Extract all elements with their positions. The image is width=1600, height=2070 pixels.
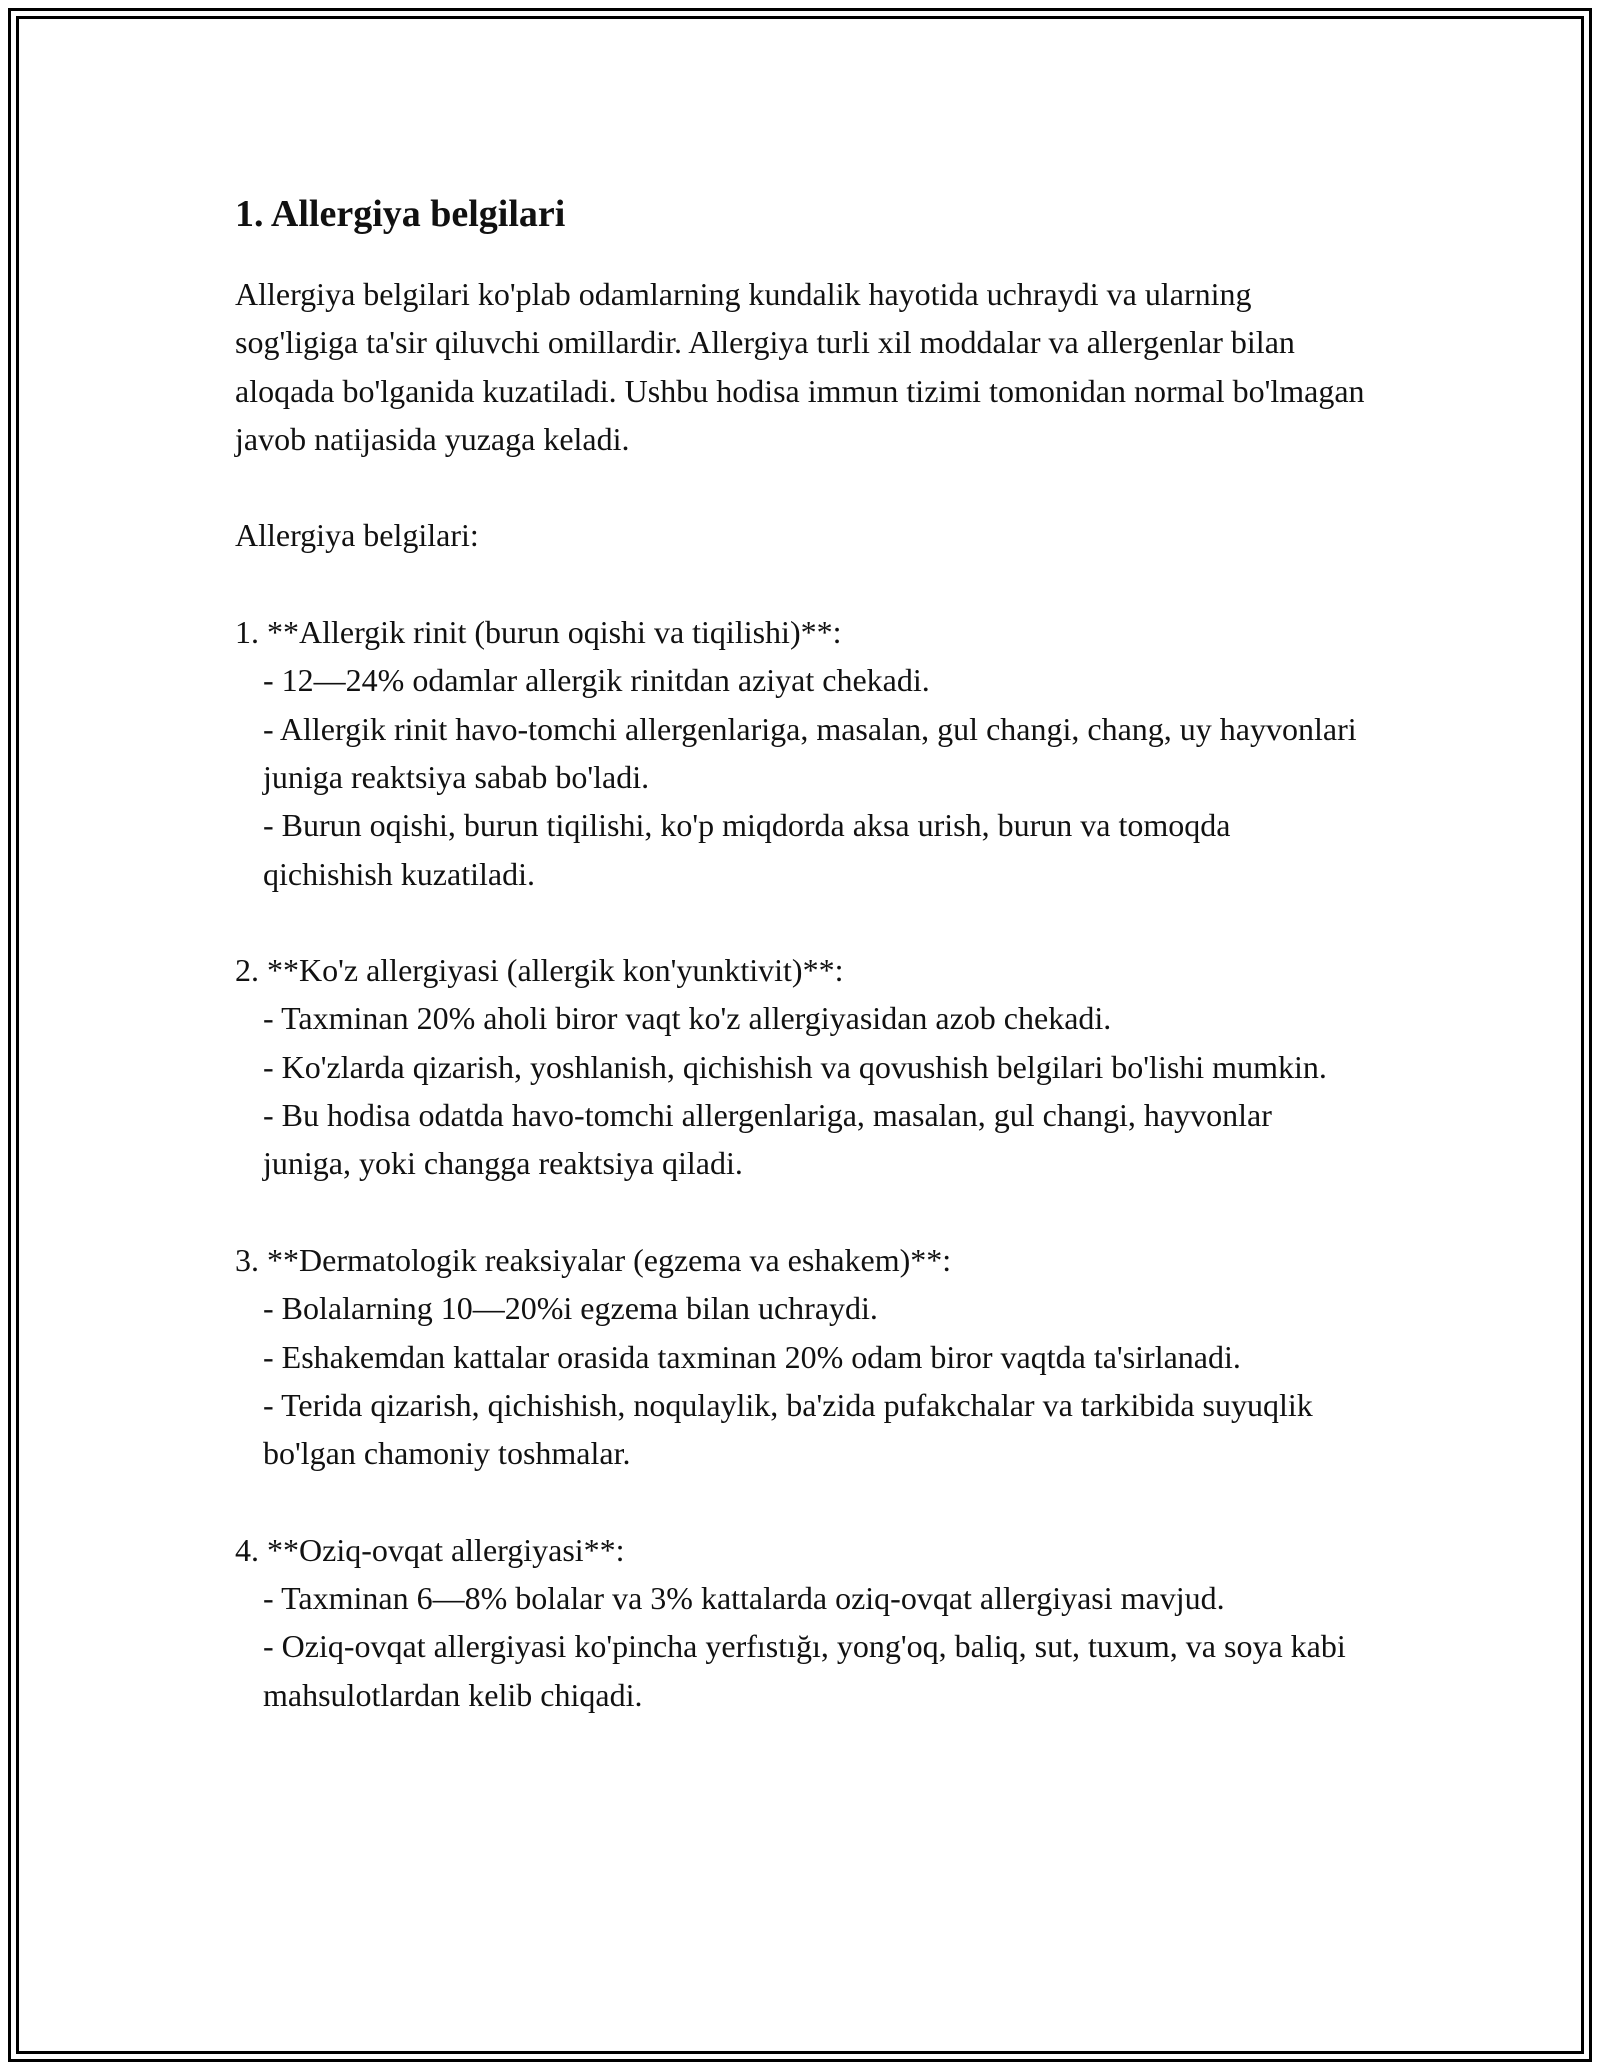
section-dermatologic bbox=[235, 1236, 1365, 1477]
list-item: - Taxminan 20% aholi biror vaqt ko'z allergiyasidan azob chekadi. bbox=[263, 1000, 1112, 1037]
spacer bbox=[235, 463, 1365, 511]
section-title: 2. **Ko'z allergiyasi (allergik kon'yunktivit)**: bbox=[235, 952, 844, 989]
list-item: - Ko'zlarda qizarish, yoshlanish, qichishish va qovushish belgilari bo'lishi mumkin. bbox=[263, 1048, 1327, 1085]
list-item: - 12—24% odamlar allergik rinitdan aziyat chekadi. bbox=[263, 662, 930, 699]
section-title: 4. **Oziq-ovqat allergiyasi**: bbox=[235, 1531, 625, 1568]
section-eye-allergy bbox=[235, 946, 1365, 1187]
list-item: - Taxminan 6—8% bolalar va 3% kattalarda oziq-ovqat allergiyasi mavjud. bbox=[263, 1580, 1225, 1617]
section-title: 3. **Dermatologik reaksiyalar (egzema va eshakem)**: bbox=[235, 1241, 952, 1278]
list-item: - Oziq-ovqat allergiyasi ko'pincha yerfıstığı, yong'oq, baliq, sut, tuxum, va soya kabi mahsulotlardan kelib chiqadi. bbox=[263, 1628, 1346, 1713]
section-title: 1. **Allergik rinit (burun oqishi va tiqilishi)**: bbox=[235, 614, 842, 651]
section-rhinitis bbox=[235, 608, 1365, 898]
list-item: - Allergik rinit havo-tomchi allergenlariga, masalan, gul changi, chang, uy hayvonlari juniga reaktsiya sabab bo'ladi. bbox=[263, 710, 1357, 795]
spacer bbox=[235, 898, 1365, 946]
intro-paragraph: Allergiya belgilari ko'plab odamlarning kundalik hayotida uchraydi va ularning sog'ligiga ta'sir qiluvchi omillardir. Allergiya turli xil moddalar va allergenlar bilan aloqada bo'lganida kuzatiladi. Ushbu hodisa immun tizimi tomonidan normal bo'lmagan javob natijasida yuzaga keladi. bbox=[235, 276, 1365, 457]
section-food-allergy bbox=[235, 1526, 1365, 1719]
list-label: Allergiya belgilari: bbox=[235, 517, 479, 554]
list-item: - Bolalarning 10—20%i egzema bilan uchraydi. bbox=[263, 1290, 878, 1327]
spacer bbox=[235, 560, 1365, 608]
spacer bbox=[235, 1477, 1365, 1525]
list-item: - Eshakemdan kattalar orasida taxminan 20% odam biror vaqtda ta'sirlanadi. bbox=[263, 1338, 1241, 1375]
page-title: 1. Allergiya belgilari bbox=[235, 193, 566, 235]
list-item: - Terida qizarish, qichishish, noqulaylik, ba'zida pufakchalar va tarkibida suyuqlik bo'lgan chamoniy toshmalar. bbox=[263, 1386, 1313, 1472]
list-item: - Bu hodisa odatda havo-tomchi allergenlariga, masalan, gul changi, hayvonlar juniga, yoki changga reaktsiya qiladi. bbox=[263, 1097, 1272, 1182]
spacer bbox=[235, 1188, 1365, 1236]
document-body bbox=[235, 188, 1365, 1719]
list-item: - Burun oqishi, burun tiqilishi, ko'p miqdorda aksa urish, burun va tomoqda qichishish kuzatiladi. bbox=[263, 807, 1231, 892]
